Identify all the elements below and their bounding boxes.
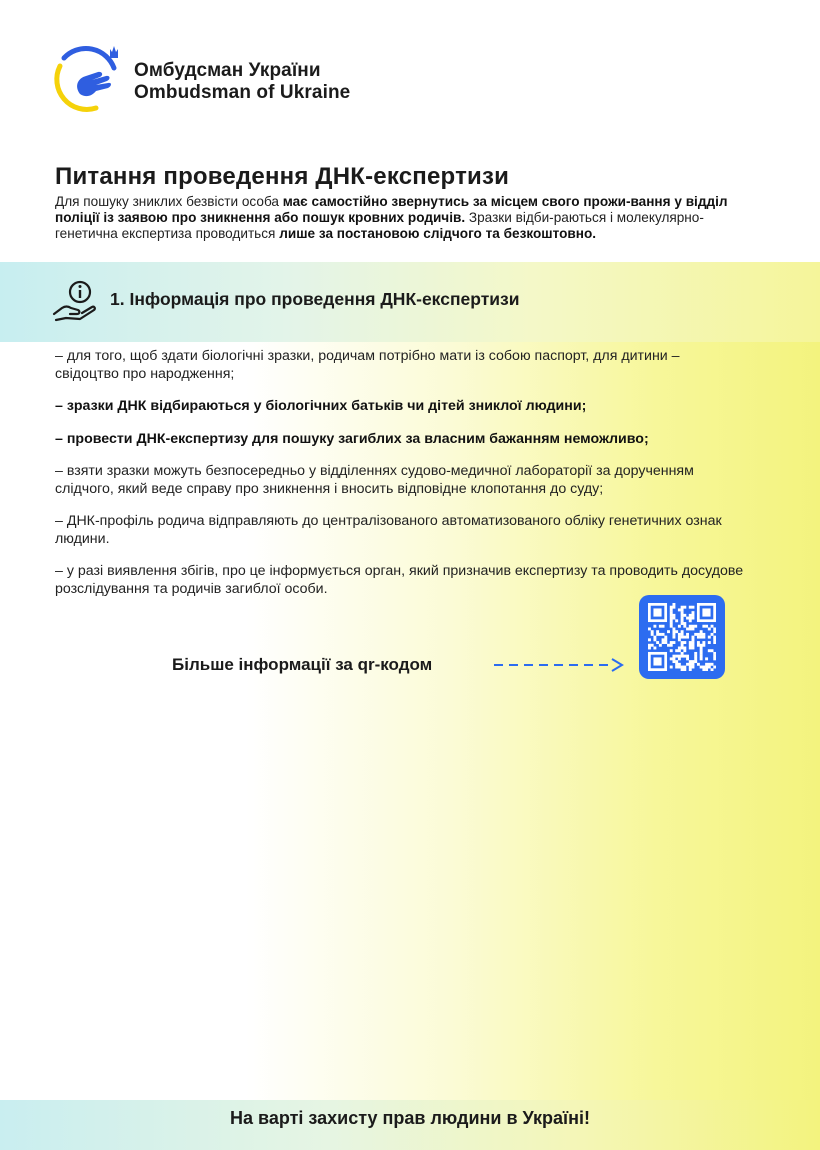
list-item: – провести ДНК-експертизу для пошуку загиблих за власним бажанням неможливо; (55, 430, 649, 447)
list-item: – взяти зразки можуть безпосередньо у відділеннях судово-медичної лабораторії за дорученням слідчого, який веде справу про зникнення і вносить відповідне клопотання до суду; (55, 463, 694, 497)
info-hand-icon (50, 278, 98, 324)
intro-text-3: Зразки відби-раються і молекулярно-генетична експертиза проводиться (55, 210, 704, 241)
brand-name-ua: Омбудсман України (134, 60, 321, 81)
intro-text-1: Для пошуку зниклих безвісти особа (55, 194, 283, 209)
footer-slogan: На варті захисту прав людини в Україні! (230, 1108, 590, 1128)
list-item: – ДНК-профіль родича відправляють до централізованого автоматизованого обліку генетичних ознак людини. (55, 513, 722, 547)
brand-name (134, 60, 350, 104)
info-list (55, 348, 745, 613)
brand-name-en: Ombudsman of Ukraine (134, 82, 351, 103)
list-item: – для того, щоб здати біологічні зразки, родичам потрібно мати із собою паспорт, для дитини – свідоцтво про народження; (55, 348, 680, 382)
more-info-label: Більше інформації за qr-кодом (172, 655, 433, 674)
list-item: – зразки ДНК відбираються у біологічних батьків чи дітей зниклої людини; (55, 398, 587, 414)
page-title: Питання проведення ДНК-експертизи (55, 163, 510, 190)
ombudsman-logo-icon (52, 42, 124, 114)
dashed-arrow-icon (492, 655, 626, 675)
intro-text-4: лише за постановою слідчого та безкоштовно. (279, 226, 597, 241)
intro-paragraph (55, 194, 745, 242)
qr-code-icon (648, 603, 716, 671)
list-item: – у разі виявлення збігів, про це інформується орган, який призначив експертизу та проводить досудове розслідування та родичів загиблої особи. (55, 563, 744, 597)
intro-text-2: має самостійно звернутись за місцем свого прожи-вання у відділ поліції із заявою про зникнення або пошук кровних родичів. (55, 194, 728, 225)
section-title: 1. Інформація про проведення ДНК-експертизи (110, 289, 520, 309)
qr-code[interactable] (639, 595, 725, 679)
